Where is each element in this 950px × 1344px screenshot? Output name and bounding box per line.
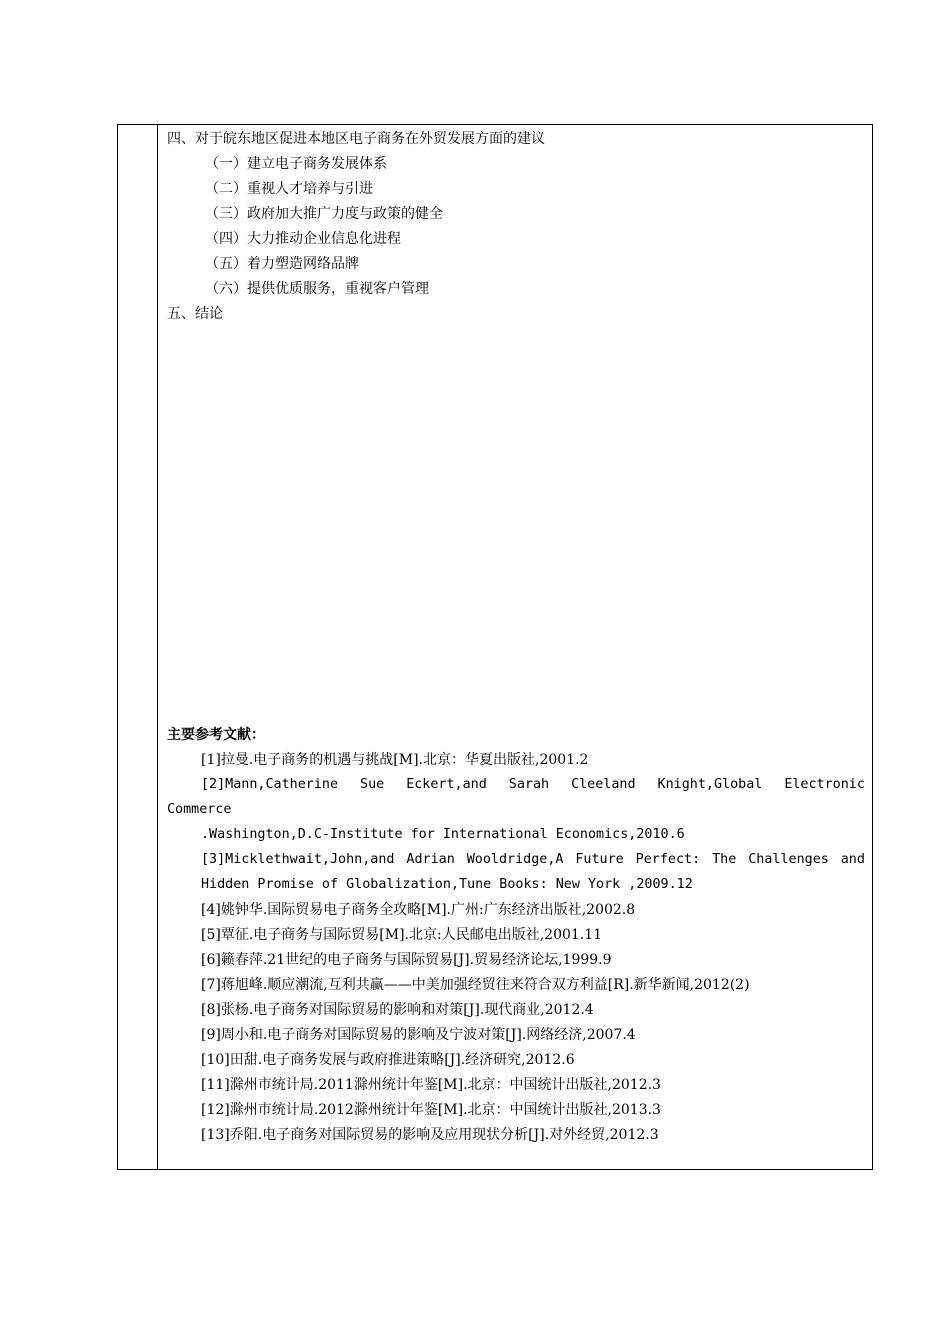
reference-item-2: [2]Mann,Catherine Sue Eckert,and Sarah Cleeland Knight,Global Electronic: [201, 777, 865, 792]
reference-item: [9]周小和.电子商务对国际贸易的影响及宁波对策[J].网络经济,2007.4: [201, 1027, 636, 1043]
document-table: [117, 124, 873, 1170]
reference-item: [1]拉曼.电子商务的机遇与挑战[M].北京：华夏出版社,2001.2: [201, 752, 589, 768]
reference-item: [7]蒋旭峰.顺应潮流,互利共赢——中美加强经贸往来符合双方利益[R].新华新闻,2012(2): [201, 977, 750, 993]
reference-item: [4]姚钟华.国际贸易电子商务全攻略[M].广州:广东经济出版社,2002.8: [201, 902, 636, 918]
reference-continuation: Hidden Promise of Globalization,Tune Books: New York ,2009.12: [201, 877, 693, 892]
reference-item-3: [3]Micklethwait,John,and Adrian Wooldridge,A Future Perfect: The Challenges and: [201, 852, 865, 867]
subsection-item: （一）建立电子商务发展体系: [205, 156, 387, 172]
reference-wrap: Commerce: [167, 802, 232, 817]
subsection-item: （二）重视人才培养与引进: [205, 181, 373, 197]
reference-continuation: .Washington,D.C-Institute for International Economics,2010.6: [201, 827, 685, 842]
reference-item: [6]籁春萍.21世纪的电子商务与国际贸易[J].贸易经济论坛,1999.9: [201, 952, 612, 968]
subsection-item: （五）着力塑造网络品牌: [205, 256, 359, 272]
references-heading: 主要参考文献：: [167, 727, 265, 743]
reference-item: [12]滁州市统计局.2012滁州统计年鉴[M].北京：中国统计出版社,2013.3: [201, 1102, 661, 1118]
subsection-item: （四）大力推动企业信息化进程: [205, 231, 401, 247]
reference-item: [5]覃征.电子商务与国际贸易[M].北京:人民邮电出版社,2001.11: [201, 927, 603, 943]
table-left-column: [118, 125, 158, 1169]
reference-item: [8]张杨.电子商务对国际贸易的影响和对策[J].现代商业,2012.4: [201, 1002, 594, 1018]
reference-item: [13]乔阳.电子商务对国际贸易的影响及应用现状分析[J].对外经贸,2012.3: [201, 1127, 659, 1143]
subsection-item: （六）提供优质服务，重视客户管理: [205, 281, 429, 297]
reference-item: [10]田甜.电子商务发展与政府推进策略[J].经济研究,2012.6: [201, 1052, 575, 1068]
subsection-item: （三）政府加大推广力度与政策的健全: [205, 206, 443, 222]
reference-item: [11]滁州市统计局.2011滁州统计年鉴[M].北京：中国统计出版社,2012.3: [201, 1077, 661, 1093]
section-4-heading: 四、对于皖东地区促进本地区电子商务在外贸发展方面的建议: [167, 131, 545, 147]
section-5-heading: 五、结论: [167, 306, 223, 322]
